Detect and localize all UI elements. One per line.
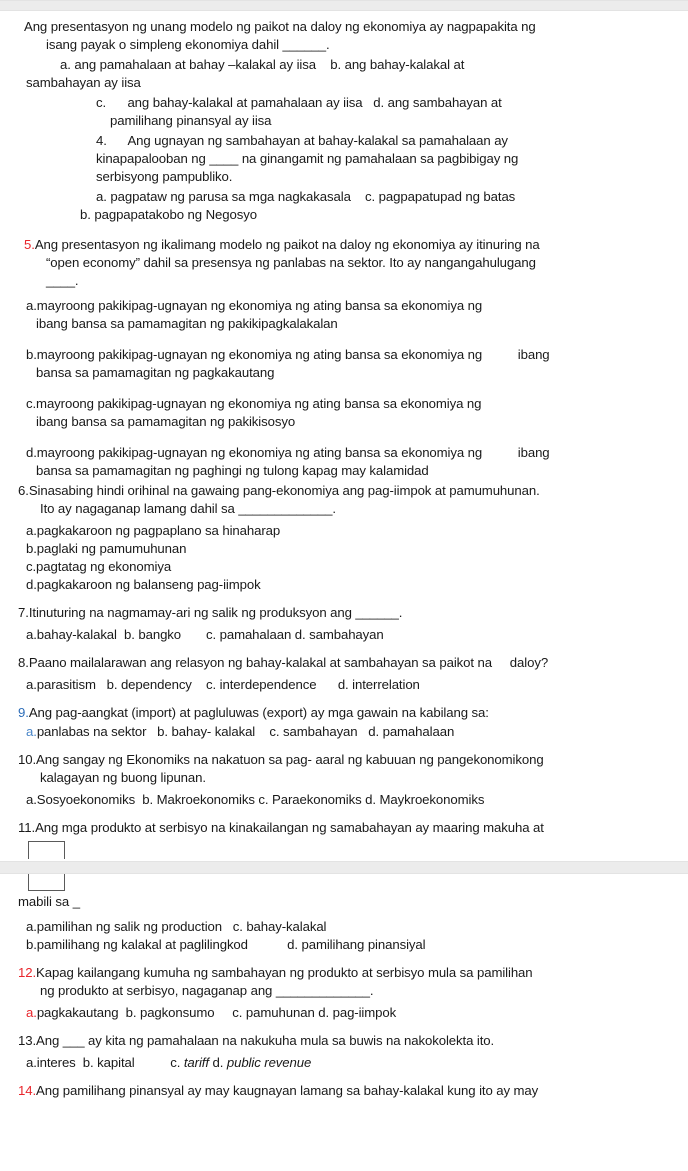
page-break-top — [0, 0, 688, 11]
question-7-stem: 7.Itinuturing na nagmamay-ari ng salik ng produksyon ang ______. — [18, 604, 403, 620]
question-4-stem: 4. Ang ugnayan ng sambahayan at bahay-kalakal sa pamahalaan ay — [96, 132, 508, 148]
question-5-choice-c[interactable]: c.mayroong pakikipag-ugnayan ng ekonomiya ng ating bansa sa ekonomiya ng ibang bansa sa pamamagitan ng pakikisosyo — [26, 396, 482, 430]
page-break-middle — [0, 861, 688, 874]
question-4-stem-cont2: serbisyong pampubliko. — [96, 168, 233, 184]
question-11-choice-ac[interactable]: a.pamilihan ng salik ng production c. bahay-kalakal — [26, 919, 327, 935]
question-9-number: 9. — [18, 704, 29, 720]
question-13-choice-c-italic: tariff — [183, 1054, 209, 1070]
question-9-choice-marker: a. — [26, 724, 37, 740]
question-13-choices[interactable]: a.interes b. kapital c. tariff d. public revenue — [26, 1054, 312, 1070]
question-8-choices[interactable]: a.parasitism b. dependency c. interdependence d. interrelation — [26, 676, 420, 692]
question-5-stem: 5.Ang presentasyon ng ikalimang modelo ng paikot na daloy ng ekonomiya ay itinuring na “open economy” dahil sa presensya ng panlabas na sektor. Ito ay nangangahulugang ____. — [24, 237, 540, 289]
question-5-choice-b[interactable]: b.mayroong pakikipag-ugnayan ng ekonomiya ng ating bansa sa ekonomiya ng ibang bansa sa pamamagitan ng pagkakautang — [26, 347, 550, 381]
question-10-choices[interactable]: a.Sosyoekonomiks b. Makroekonomiks c. Paraekonomiks d. Maykroekonomiks — [26, 792, 485, 808]
question-12-number: 12. — [18, 965, 37, 981]
question-9-choices[interactable]: a.panlabas na sektor b. bahay- kalakal c. sambahayan d. pamahalaan — [26, 724, 455, 740]
question-11-stem: 11.Ang mga produkto at serbisyo na kinakailangan ng samabahayan ay maaring makuha at — [18, 820, 544, 836]
question-11-number: 11. — [18, 820, 36, 836]
question-10-stem: 10.Ang sangay ng Ekonomiks na nakatuon sa pag- aaral ng kabuuan ng pangekonomikong kalagayan ng buong lipunan. — [18, 752, 544, 786]
question-4-choice-b[interactable]: b. pagpapatakobo ng Negosyo — [80, 206, 257, 222]
question-5-choice-d[interactable]: d.mayroong pakikipag-ugnayan ng ekonomiya ng ating bansa sa ekonomiya ng ibang bansa sa pamamagitan ng paghingi ng tulong kapag may kalamidad — [26, 445, 550, 479]
question-7-choices[interactable]: a.bahay-kalakal b. bangko c. pamahalaan d. sambahayan — [26, 626, 384, 642]
question-13-choice-d-italic: public revenue — [226, 1054, 312, 1070]
question-6-choice-b[interactable]: b.paglaki ng pamumuhunan — [26, 540, 187, 556]
question-5-choice-a[interactable]: a.mayroong pakikipag-ugnayan ng ekonomiya ng ating bansa sa ekonomiya ng ibang bansa sa pamamagitan ng pakikipagkalakalan — [26, 298, 483, 332]
question-12-choice-marker: a. — [26, 1004, 37, 1020]
question-11-choice-bd[interactable]: b.pamilihang ng kalakal at paglilingkod d. pamilihang pinansiyal — [26, 937, 426, 953]
question-7-number: 7. — [18, 604, 29, 620]
question-14-stem: 14.Ang pamilihang pinansyal ay may kaugnayan lamang sa bahay-kalakal kung ito ay may — [18, 1082, 539, 1098]
question-13-stem: 13.Ang ___ ay kita ng pamahalaan na nakukuha mula sa buwis na nakokolekta ito. — [18, 1032, 495, 1048]
question-14-number: 14. — [18, 1082, 37, 1098]
question-3-choice-d-cont: pamilihang pinansyal ay iisa — [110, 112, 272, 128]
question-11-stem-cont: mabili sa _ — [18, 894, 80, 910]
page-two-content — [0, 874, 688, 1100]
question-8-number: 8. — [18, 654, 29, 670]
question-6-choice-c[interactable]: c.pagtatag ng ekonomiya — [26, 558, 172, 574]
question-12-choices[interactable]: a.pagkakautang b. pagkonsumo c. pamuhunan d. pag-iimpok — [26, 1004, 397, 1020]
question-13-number: 13. — [18, 1032, 37, 1048]
question-6-choice-a[interactable]: a.pagkakaroon ng pagpaplano sa hinaharap — [26, 522, 281, 538]
question-8-stem: 8.Paano mailalarawan ang relasyon ng bahay-kalakal at sambahayan sa paikot na daloy? — [18, 654, 549, 670]
question-4-stem-cont: kinapapalooban ng ____ na ginangamit ng pamahalaan sa pagbibigay ng — [96, 150, 519, 166]
question-12-stem: 12.Kapag kailangang kumuha ng sambahayan ng produkto at serbisyo mula sa pamilihan ng produkto at serbisyo, nagaganap ang _____________. — [18, 965, 533, 999]
question-6-choice-d[interactable]: d.pagkakaroon ng balanseng pag-iimpok — [26, 576, 261, 592]
question-3-stem: Ang presentasyon ng unang modelo ng paikot na daloy ng ekonomiya ay nagpapakita ng isang payak o simpleng ekonomiya dahil ______. — [24, 19, 536, 52]
question-4-choice-ac[interactable]: a. pagpataw ng parusa sa mga nagkakasala c. pagpapatupad ng batas — [96, 188, 516, 204]
question-3-choice-ab[interactable]: a. ang pamahalaan at bahay –kalakal ay iisa b. ang bahay-kalakal at — [60, 56, 465, 72]
question-3-choice-b-cont: sambahayan ay iisa — [26, 74, 141, 90]
question-3-choice-cd[interactable]: c. ang bahay-kalakal at pamahalaan ay iisa d. ang sambahayan at — [96, 94, 502, 110]
question-10-number: 10. — [18, 752, 37, 768]
question-6-stem: 6.Sinasabing hindi orihinal na gawaing pang-ekonomiya ang pag-iimpok at pamumuhunan. Ito ay nagaganap lamang dahil sa _____________. — [18, 482, 540, 516]
question-6-number: 6. — [18, 482, 29, 498]
question-9-stem: 9.Ang pag-aangkat (import) at pagluluwas (export) ay mga gawain na kabilang sa: — [18, 704, 489, 720]
question-5-number: 5. — [24, 237, 35, 253]
page-one-content — [0, 11, 688, 861]
